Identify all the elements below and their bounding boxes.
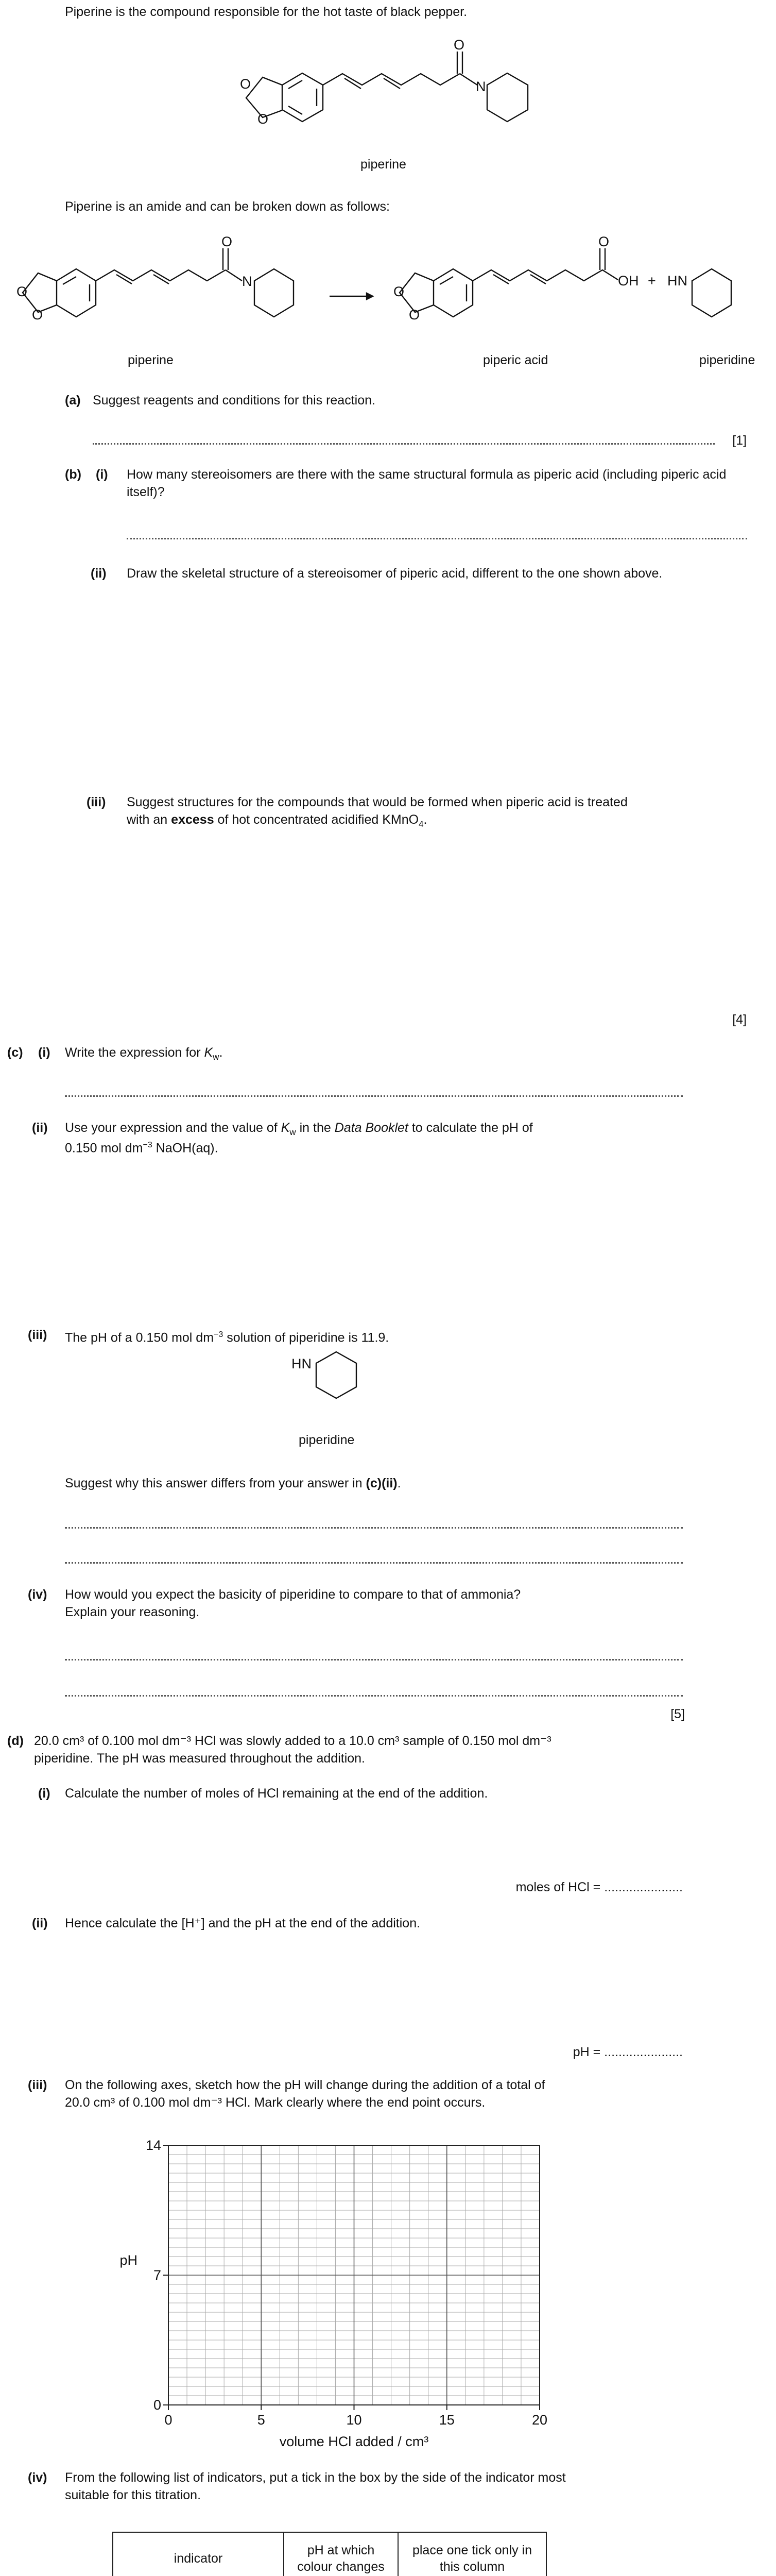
part-b-ii-label: (ii) bbox=[91, 566, 107, 581]
part-d-i-label: (i) bbox=[38, 1786, 50, 1801]
part-c-iv-question-line1: How would you expect the basicity of piperidine to compare to that of ammonia? bbox=[65, 1587, 521, 1602]
marks-b: [4] bbox=[732, 1012, 747, 1027]
part-b-iii-question-line2: with an excess of hot concentrated acidified KMnO$_4$. bbox=[127, 812, 427, 829]
part-d-intro-line1: 20.0 cm³ of 0.100 mol dm⁻³ HCl was slowly added to a 10.0 cm³ sample of 0.150 mol dm⁻³ bbox=[34, 1734, 551, 1748]
table-header-ph-range: pH at which colour changes bbox=[284, 2532, 398, 2576]
part-d-ii-label: (ii) bbox=[32, 1916, 48, 1930]
part-d-iii-question-line2: 20.0 cm³ of 0.100 mol dm⁻³ HCl. Mark clearly where the end point occurs. bbox=[65, 2095, 486, 2110]
part-c-iv-label: (iv) bbox=[28, 1587, 47, 1602]
answer-ph[interactable]: pH = ...................... bbox=[573, 2045, 683, 2059]
scheme-label-piperic-acid: piperic acid bbox=[483, 353, 548, 367]
part-c-i-question: Write the expression for $K_w$. bbox=[65, 1045, 223, 1062]
x-tick-label: 5 bbox=[257, 2412, 265, 2428]
svg-text:O: O bbox=[16, 284, 28, 299]
x-tick-label: 10 bbox=[346, 2412, 362, 2428]
part-d-iii-question-line1: On the following axes, sketch how the pH will change during the addition of a total of bbox=[65, 2078, 545, 2092]
svg-text:O: O bbox=[409, 307, 420, 323]
amide-text: Piperine is an amide and can be broken down as follows: bbox=[65, 199, 390, 214]
part-c-iii-label: (iii) bbox=[28, 1328, 47, 1342]
indicator-table bbox=[112, 2532, 547, 2576]
intro-text: Piperine is the compound responsible for the hot taste of black pepper. bbox=[65, 5, 468, 19]
table-header-tick: place one tick only in this column bbox=[398, 2532, 546, 2576]
svg-text:O: O bbox=[32, 307, 43, 323]
part-c-iv-question-line2: Explain your reasoning. bbox=[65, 1605, 200, 1619]
part-b-i-question: How many stereoisomers are there with the same structural formula as piperic acid (including piperic acid itself)? bbox=[127, 467, 727, 499]
svg-text:O: O bbox=[598, 234, 610, 249]
svg-text:+: + bbox=[648, 273, 656, 289]
answer-moles-hcl[interactable]: moles of HCl = ...................... bbox=[515, 1880, 683, 1894]
o-label: O bbox=[240, 76, 251, 92]
part-d-ii-question: Hence calculate the [H⁺] and the pH at the end of the addition. bbox=[65, 1916, 421, 1930]
part-d-iv-label: (iv) bbox=[28, 2470, 47, 2485]
part-c-label: (c) bbox=[7, 1045, 23, 1060]
svg-text:HN: HN bbox=[291, 1356, 312, 1371]
svg-text:O: O bbox=[393, 284, 405, 299]
part-c-ii-question-line1: Use your expression and the value of $K_w$ in the Data Booklet to calculate the pH of bbox=[65, 1121, 533, 1137]
part-a-question: Suggest reagents and conditions for this reaction. bbox=[93, 393, 375, 408]
oh-label: OH bbox=[618, 273, 639, 289]
part-d-label: (d) bbox=[7, 1734, 24, 1748]
part-b-iii-question-line1: Suggest structures for the compounds that would be formed when piperic acid is treated bbox=[127, 795, 628, 809]
table-header-indicator: indicator bbox=[113, 2532, 284, 2576]
part-c-ii-question-line2: 0.150 mol $dm^{-3}$ NaOH(aq). bbox=[65, 1141, 218, 1156]
part-c-ii-label: (ii) bbox=[32, 1121, 48, 1135]
part-d-intro-line2: piperidine. The pH was measured throughout the addition. bbox=[34, 1751, 366, 1766]
x-axis-label: volume HCl added / cm³ bbox=[279, 2434, 429, 2449]
y-tick-label: 0 bbox=[153, 2397, 161, 2413]
part-c-iii-question: Suggest why this answer differs from your answer in (c)(ii). bbox=[65, 1476, 401, 1490]
piperine-label-top: piperine bbox=[360, 157, 406, 172]
part-b-iii-label: (iii) bbox=[87, 795, 106, 809]
part-b-ii-question: Draw the skeletal structure of a stereoisomer of piperic acid, different to the one shown above. bbox=[127, 566, 663, 581]
x-tick-label: 15 bbox=[439, 2412, 455, 2428]
scheme-label-piperidine: piperidine bbox=[699, 353, 755, 367]
svg-text:O: O bbox=[454, 37, 465, 53]
part-d-i-question: Calculate the number of moles of HCl remaining at the end of the addition. bbox=[65, 1786, 488, 1801]
x-tick-label: 0 bbox=[164, 2412, 173, 2428]
part-b-label: (b) bbox=[65, 467, 81, 482]
y-tick-label: 7 bbox=[153, 2267, 161, 2283]
part-d-iii-label: (iii) bbox=[28, 2078, 47, 2092]
part-d-iv-question-line2: suitable for this titration. bbox=[65, 2488, 201, 2502]
svg-text:N: N bbox=[242, 274, 252, 289]
part-a-label: (a) bbox=[65, 393, 81, 408]
piperidine-label: piperidine bbox=[299, 1433, 355, 1447]
svg-text:HN: HN bbox=[667, 273, 687, 289]
part-b-i-label: (i) bbox=[96, 467, 108, 482]
svg-text:N: N bbox=[476, 79, 486, 94]
x-tick-label: 20 bbox=[531, 2412, 548, 2428]
part-c-iii-statement: The pH of a 0.150 mol $dm^{-3}$ solution of piperidine is 11.9. bbox=[65, 1330, 389, 1345]
svg-text:O: O bbox=[221, 234, 233, 249]
y-axis-label: pH bbox=[119, 2252, 137, 2268]
marks-a: [1] bbox=[732, 433, 747, 448]
part-d-iv-question-line1: From the following list of indicators, put a tick in the box by the side of the indicator most bbox=[65, 2470, 566, 2485]
y-tick-label: 14 bbox=[145, 2138, 161, 2153]
marks-c: [5] bbox=[670, 1707, 685, 1721]
o-label: O bbox=[257, 111, 269, 127]
scheme-label-piperine: piperine bbox=[128, 353, 174, 367]
part-c-i-label: (i) bbox=[38, 1045, 50, 1060]
